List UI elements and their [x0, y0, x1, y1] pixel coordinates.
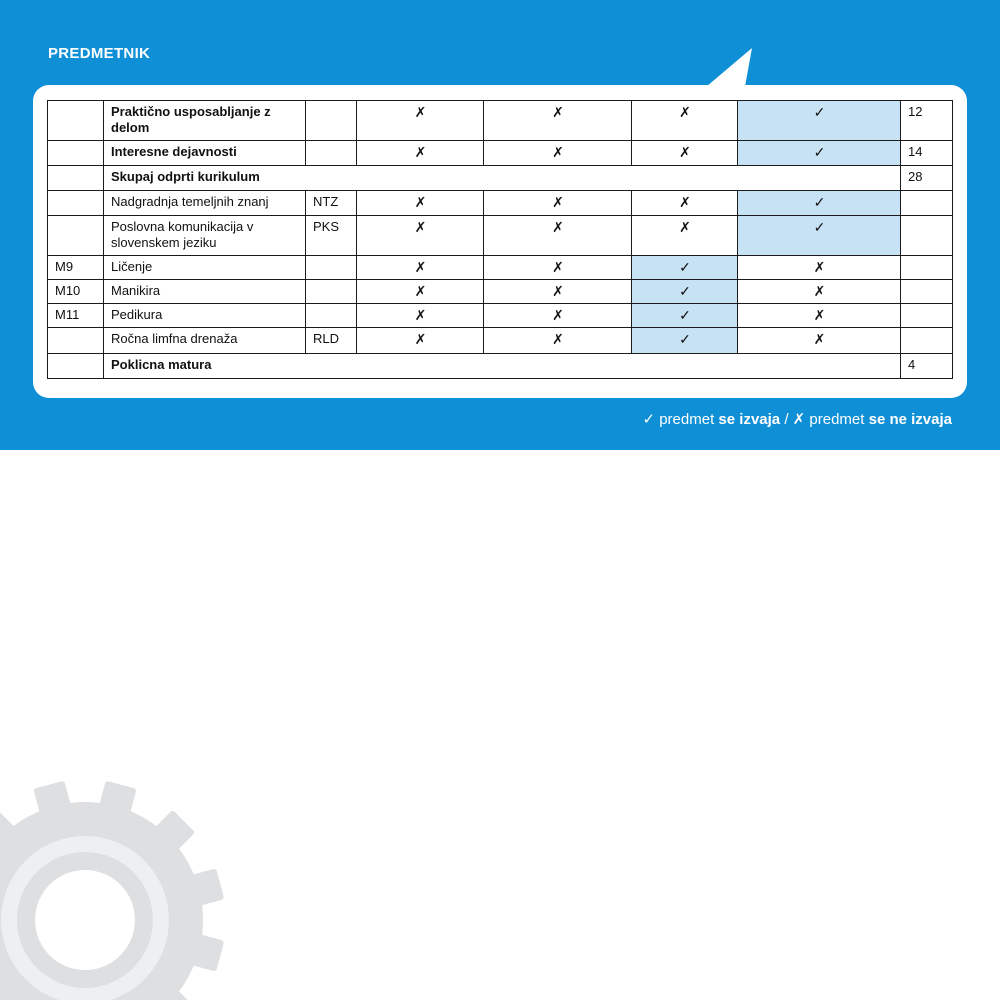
- hours-cell: 4: [901, 354, 953, 379]
- cross-mark-cell: ✗: [484, 141, 632, 166]
- cross-mark-cell: ✗: [357, 101, 484, 141]
- table-row: [48, 280, 953, 304]
- table-row: [48, 101, 953, 141]
- cross-mark-cell: ✗: [484, 191, 632, 216]
- cross-mark-cell: ✗: [357, 328, 484, 354]
- legend-performed: se izvaja: [718, 411, 781, 428]
- cross-mark-cell: ✗: [357, 256, 484, 280]
- cross-mark-cell: ✗: [632, 216, 738, 256]
- legend: [642, 410, 952, 428]
- subject-abbreviation-cell: PKS: [306, 216, 357, 256]
- legend-separator: /: [784, 411, 789, 428]
- subject-abbreviation-cell: [306, 256, 357, 280]
- cross-mark-cell: ✗: [738, 280, 901, 304]
- table-row: [48, 328, 953, 354]
- subject-abbreviation-cell: [306, 280, 357, 304]
- legend-word-subject: predmet: [809, 411, 865, 428]
- module-code-cell: [48, 216, 104, 256]
- subject-abbreviation-cell: RLD: [306, 328, 357, 354]
- module-code-cell: M9: [48, 256, 104, 280]
- cross-mark-cell: ✗: [484, 216, 632, 256]
- cross-mark-cell: ✗: [632, 101, 738, 141]
- hours-cell: [901, 191, 953, 216]
- subject-name-cell: Ročna limfna drenaža: [104, 328, 306, 354]
- table-row: [48, 191, 953, 216]
- legend-not-performed: se ne izvaja: [868, 411, 952, 428]
- legend-cross-icon: ✗: [792, 411, 806, 428]
- table-row: [48, 141, 953, 166]
- subject-name-cell: Praktično usposabljanje z delom: [104, 101, 306, 141]
- hours-cell: [901, 304, 953, 328]
- cross-mark-cell: ✗: [632, 141, 738, 166]
- subject-name-cell: Skupaj odprti kurikulum: [104, 166, 901, 191]
- hours-cell: 28: [901, 166, 953, 191]
- section-title: PREDMETNIK: [48, 45, 151, 62]
- cross-mark-cell: ✗: [738, 304, 901, 328]
- module-code-cell: [48, 101, 104, 141]
- check-mark-cell: ✓: [738, 191, 901, 216]
- cross-mark-cell: ✗: [484, 256, 632, 280]
- legend-check-icon: ✓: [642, 411, 656, 428]
- module-code-cell: [48, 141, 104, 166]
- table-row: [48, 216, 953, 256]
- subject-name-cell: Manikira: [104, 280, 306, 304]
- curriculum-table: [47, 100, 953, 379]
- cross-mark-cell: ✗: [738, 256, 901, 280]
- hours-cell: [901, 256, 953, 280]
- hours-cell: 12: [901, 101, 953, 141]
- cross-mark-cell: ✗: [357, 304, 484, 328]
- module-code-cell: M10: [48, 280, 104, 304]
- subject-abbreviation-cell: [306, 304, 357, 328]
- cross-mark-cell: ✗: [484, 328, 632, 354]
- subject-name-cell: Interesne dejavnosti: [104, 141, 306, 166]
- subject-name-cell: Ličenje: [104, 256, 306, 280]
- check-mark-cell: ✓: [632, 328, 738, 354]
- module-code-cell: M11: [48, 304, 104, 328]
- module-code-cell: [48, 191, 104, 216]
- module-code-cell: [48, 166, 104, 191]
- hours-cell: 14: [901, 141, 953, 166]
- cross-mark-cell: ✗: [738, 328, 901, 354]
- check-mark-cell: ✓: [738, 216, 901, 256]
- check-mark-cell: ✓: [738, 101, 901, 141]
- cross-mark-cell: ✗: [484, 280, 632, 304]
- cross-mark-cell: ✗: [357, 141, 484, 166]
- check-mark-cell: ✓: [632, 304, 738, 328]
- subject-name-cell: Poklicna matura: [104, 354, 901, 379]
- cross-mark-cell: ✗: [484, 304, 632, 328]
- subject-name-cell: Pedikura: [104, 304, 306, 328]
- subject-abbreviation-cell: [306, 141, 357, 166]
- table-row: [48, 354, 953, 379]
- check-mark-cell: ✓: [738, 141, 901, 166]
- module-code-cell: [48, 354, 104, 379]
- cross-mark-cell: ✗: [632, 191, 738, 216]
- table-row: [48, 256, 953, 280]
- cross-mark-cell: ✗: [357, 216, 484, 256]
- table-row: [48, 166, 953, 191]
- subject-name-cell: Poslovna komunikacija v slovenskem jeziku: [104, 216, 306, 256]
- cross-mark-cell: ✗: [357, 191, 484, 216]
- legend-word-subject: predmet: [659, 411, 715, 428]
- hours-cell: [901, 280, 953, 304]
- cross-mark-cell: ✗: [357, 280, 484, 304]
- check-mark-cell: ✓: [632, 280, 738, 304]
- gear-icon: [0, 760, 300, 1000]
- subject-name-cell: Nadgradnja temeljnih znanj: [104, 191, 306, 216]
- module-code-cell: [48, 328, 104, 354]
- check-mark-cell: ✓: [632, 256, 738, 280]
- subject-abbreviation-cell: NTZ: [306, 191, 357, 216]
- hours-cell: [901, 328, 953, 354]
- table-row: [48, 304, 953, 328]
- hours-cell: [901, 216, 953, 256]
- subject-abbreviation-cell: [306, 101, 357, 141]
- cross-mark-cell: ✗: [484, 101, 632, 141]
